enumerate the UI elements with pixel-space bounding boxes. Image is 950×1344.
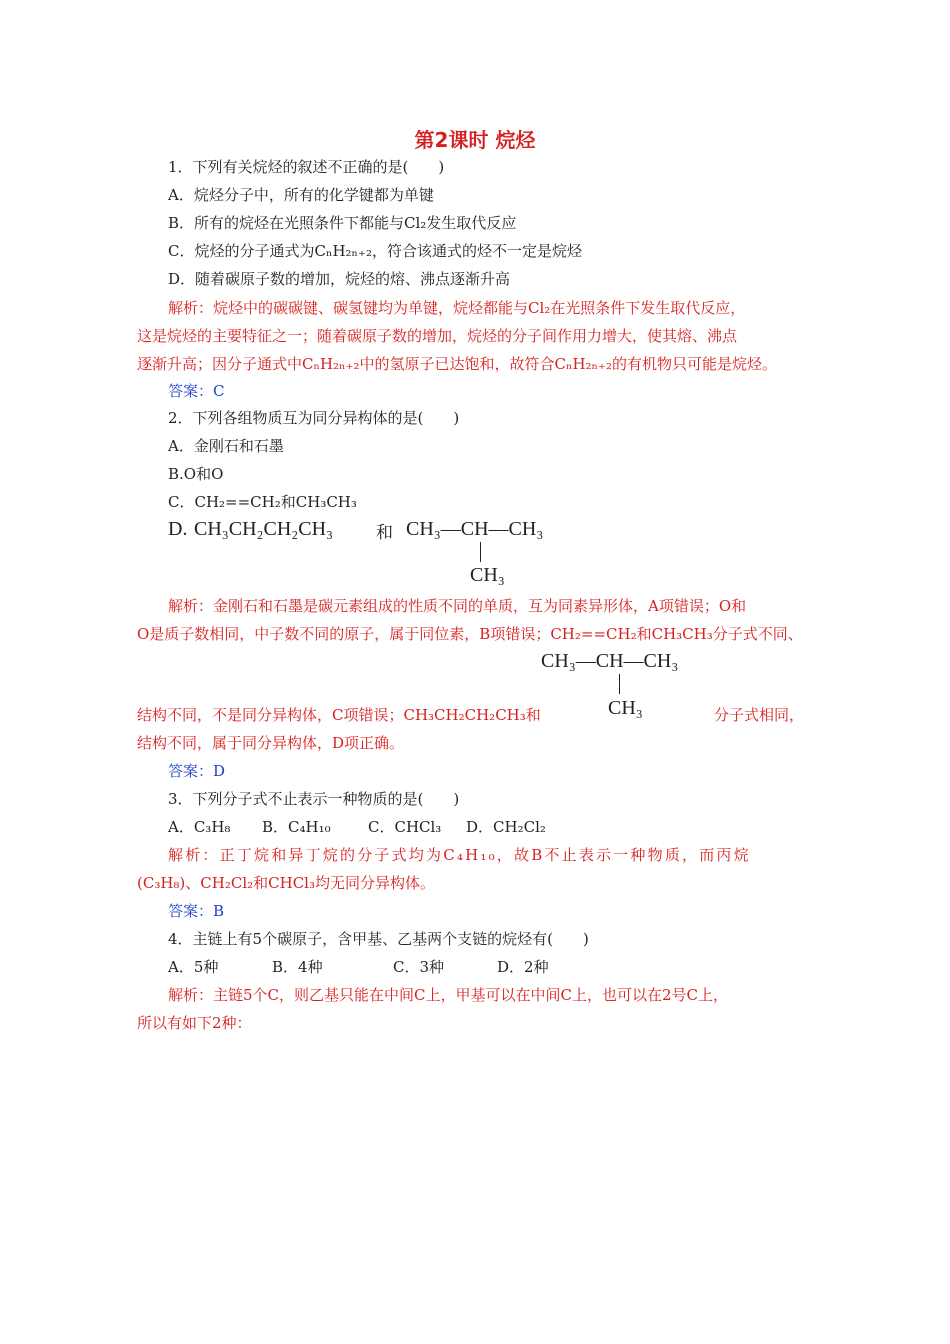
q4-stem: 4．主链上有5个碳原子，含甲基、乙基两个支链的烷烃有( ) (168, 930, 589, 948)
q2-analysis-isobutane-branch: CH₃ (608, 697, 643, 719)
q1-stem: 1．下列有关烷烃的叙述不正确的是( ) (168, 158, 445, 176)
q2-analysis-line-1 (168, 596, 746, 616)
page-title: 第2课时 烷烃 (414, 128, 536, 152)
q4-analysis-text: 主链5个C，则乙基只能在中间C上，甲基可以在中间C上，也可以在2号C上， (213, 986, 729, 1004)
q3-option-b: B．C₄H₁₀ (262, 818, 331, 836)
q2-option-d-formula-butane: CH₃CH₂CH₂CH₃ (194, 518, 334, 540)
q1-option-a: A．烷烃分子中，所有的化学键都为单键 (168, 186, 434, 204)
q1-answer: 答案：C (168, 382, 225, 400)
q2-analysis-text: 金刚石和石墨是碳元素组成的性质不同的单质，互为同素异形体，A项错误；O和 (213, 597, 747, 615)
q1-option-d: D．随着碳原子数的增加，烷烃的熔、沸点逐渐升高 (168, 270, 511, 288)
q3-answer: 答案：B (168, 902, 225, 920)
q2-analysis-line-4: 结构不同，属于同分异构体，D项正确。 (137, 734, 405, 752)
q2-option-d-bond (480, 542, 481, 562)
q3-option-a: A．C₃H₈ (168, 818, 231, 836)
q4-option-b: B．4种 (272, 958, 323, 976)
q3-option-d: D．CH₂Cl₂ (466, 818, 546, 836)
q3-stem: 3．下列分子式不止表示一种物质的是( ) (168, 790, 460, 808)
q3-analysis-line-2: (C₃H₈)、CH₂Cl₂和CHCl₃均无同分异构体。 (137, 874, 435, 892)
q4-analysis-line-2: 所以有如下2种： (137, 1014, 252, 1032)
q2-analysis-isobutane-main: CH₃—CH—CH₃ (541, 650, 679, 672)
q1-analysis-line-2: 这是烷烃的主要特征之一；随着碳原子数的增加，烷烃的分子间作用力增大，使其熔、沸点 (137, 327, 738, 345)
q2-option-c: C．CH₂==CH₂和CH₃CH₃ (168, 493, 357, 511)
analysis-label: 解析： (168, 986, 214, 1004)
q1-analysis-text: 烷烃中的碳碳键、碳氢键均为单键，烷烃都能与Cl₂在光照条件下发生取代反应， (213, 299, 746, 317)
q3-option-c: C．CHCl₃ (368, 818, 442, 836)
analysis-label: 解析： (168, 846, 220, 864)
q2-stem: 2．下列各组物质互为同分异构体的是( ) (168, 409, 460, 427)
q4-option-c: C．3种 (393, 958, 445, 976)
q2-answer: 答案：D (168, 762, 226, 780)
analysis-label: 解析： (168, 299, 214, 317)
q4-option-d: D．2种 (497, 958, 549, 976)
q2-analysis-line-3a: 结构不同，不是同分异构体，C项错误；CH₃CH₂CH₂CH₃和 (137, 706, 541, 724)
q2-option-d-label: D. (168, 518, 188, 540)
q4-option-a: A．5种 (168, 958, 219, 976)
q2-analysis-line-2: O是质子数相同，中子数不同的原子，属于同位素，B项错误；CH₂==CH₂和CH₃CH₃分子式不同、 (137, 625, 803, 643)
analysis-label: 解析： (168, 597, 214, 615)
q1-analysis-line-1 (168, 298, 745, 318)
q1-option-b: B．所有的烷烃在光照条件下都能与Cl₂发生取代反应 (168, 214, 517, 232)
q1-option-c: C．烷烃的分子通式为CₙH₂ₙ₊₂，符合该通式的烃不一定是烷烃 (168, 242, 582, 260)
q4-analysis-line-1 (168, 985, 728, 1005)
q2-option-d-isobutane-branch: CH₃ (470, 564, 505, 586)
q1-analysis-line-3: 逐渐升高；因分子通式中CₙH₂ₙ₊₂中的氢原子已达饱和，故符合CₙH₂ₙ₊₂的有机物只可能是烷烃。 (137, 355, 777, 373)
q2-analysis-bond (619, 674, 620, 694)
q3-analysis-line-1 (168, 845, 751, 865)
q2-option-a: A．金刚石和石墨 (168, 437, 284, 455)
q2-option-d-isobutane-main: CH₃—CH—CH₃ (406, 518, 544, 540)
q2-option-d-and: 和 (376, 523, 393, 542)
q3-analysis-text: 正丁烷和异丁烷的分子式均为C₄H₁₀，故B不止表示一种物质，而丙烷 (219, 846, 751, 864)
q2-option-b: B.O和O (168, 465, 224, 483)
q2-analysis-line-3b: 分子式相同， (714, 706, 805, 724)
